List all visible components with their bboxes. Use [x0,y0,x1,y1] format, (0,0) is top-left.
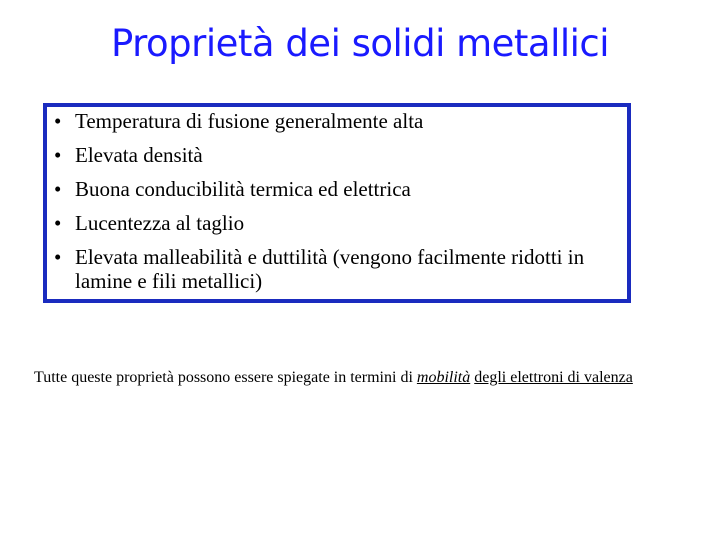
list-item-text: Elevata densità [75,143,203,167]
bullet-icon: • [54,143,62,167]
footer-mobilita: mobilità [416,369,471,386]
list-item-text: Elevata malleabilità e duttilità (vengono facilmente ridotti in lamine e fili metallici) [75,245,585,293]
list-item [54,143,639,167]
list-item [54,177,639,201]
bullet-icon: • [54,245,62,269]
list-item [54,211,639,235]
list-item [54,245,639,293]
bullet-icon: • [54,109,62,133]
slide-title: Proprietà dei solidi metallici [110,22,610,65]
footer-suffix: degli elettroni di valenza [474,369,633,386]
bullet-icon: • [54,211,62,235]
bullet-icon: • [54,177,62,201]
properties-list [54,109,639,303]
list-item-text: Buona conducibilità termica ed elettrica [75,177,411,201]
footer-prefix: Tutte queste proprietà possono essere spiegate in termini di [34,369,417,386]
list-item-text: Temperatura di fusione generalmente alta [75,109,424,133]
footer-note [34,368,674,388]
list-item-text: Lucentezza al taglio [75,211,245,235]
list-item [54,109,639,133]
